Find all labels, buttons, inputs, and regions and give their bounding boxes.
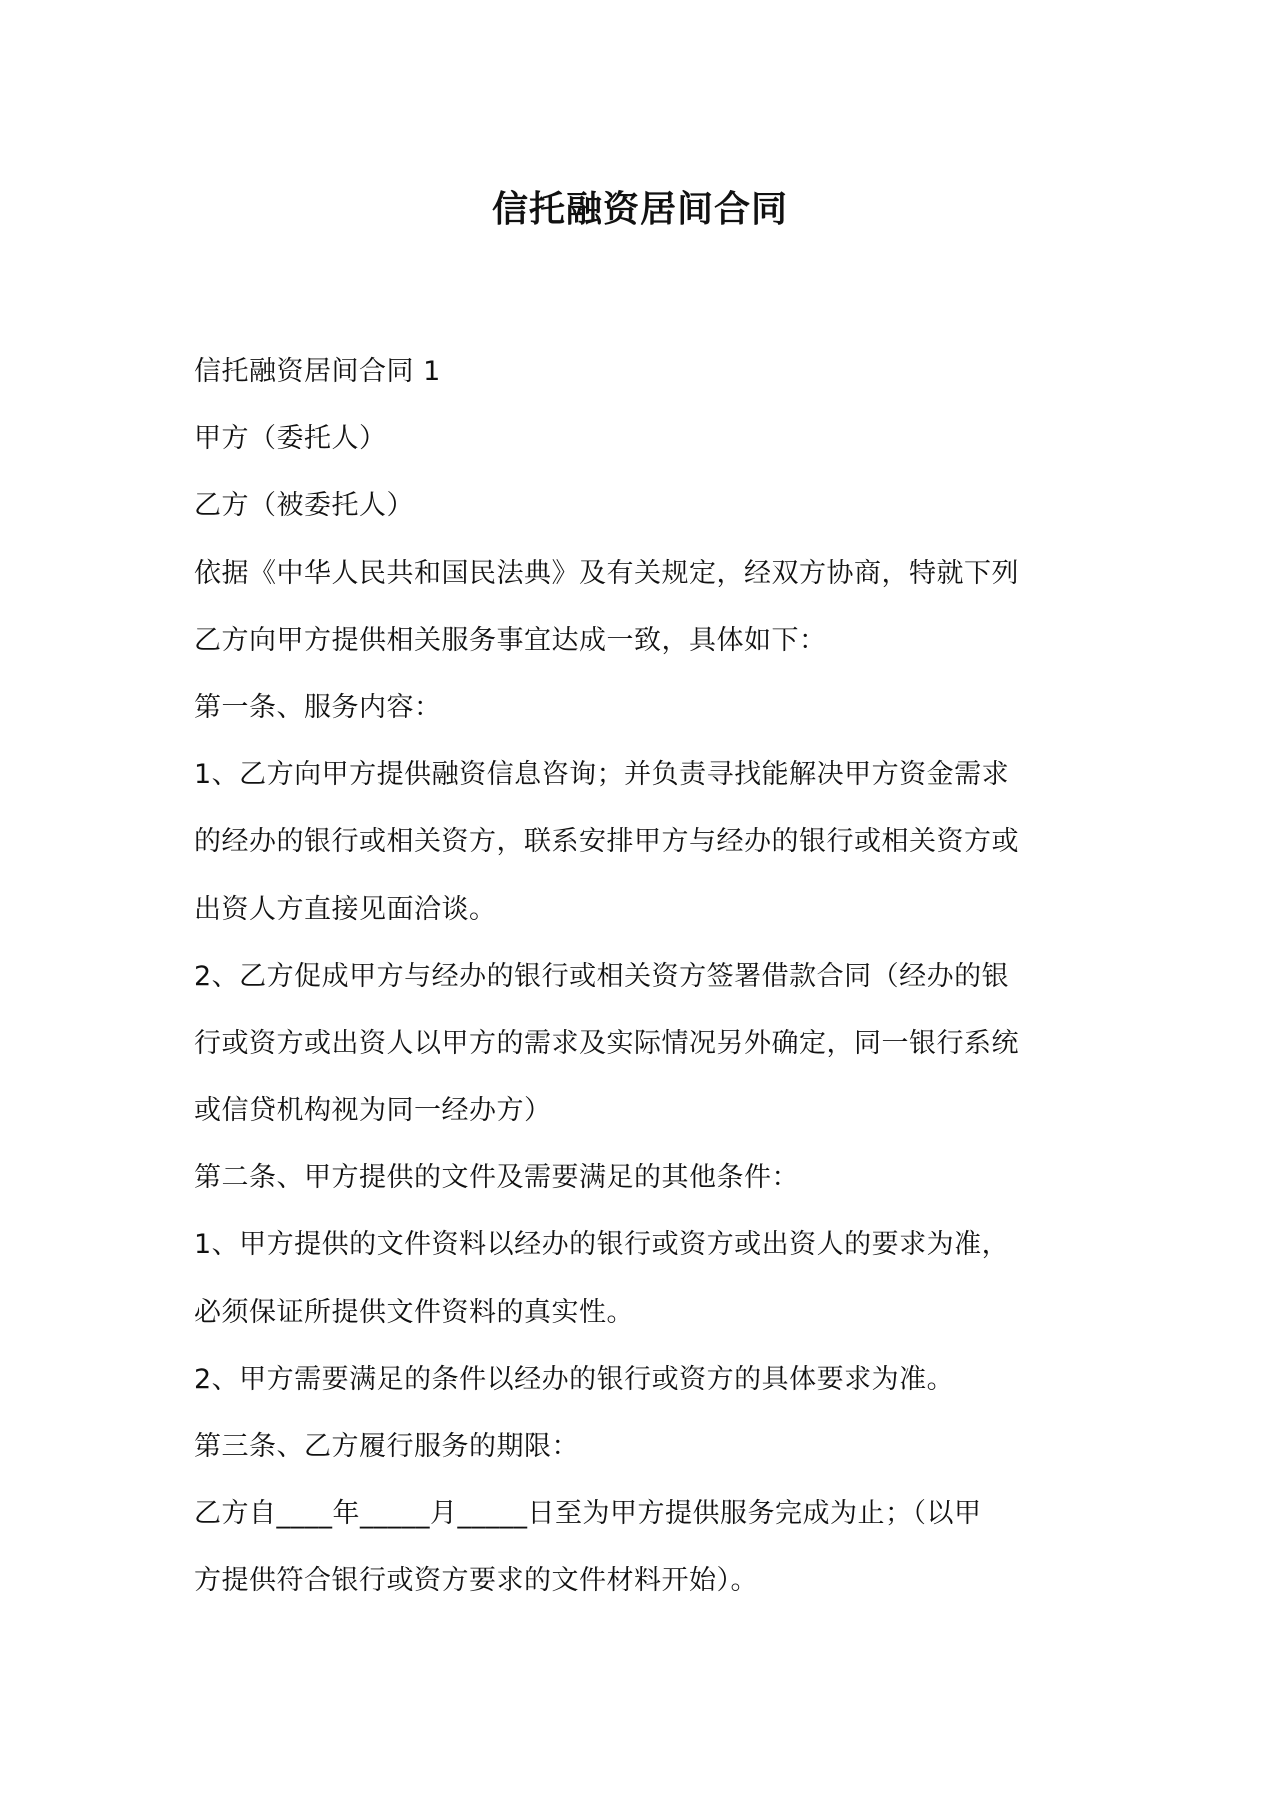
service-period-line-2: 方提供符合银行或资方要求的文件材料开始）。 <box>194 1565 758 1597</box>
article-3-heading: 第三条、乙方履行服务的期限： <box>194 1431 579 1462</box>
document-title: 信托融资居间合同 <box>491 189 788 230</box>
article-2-item-1-line-1: 1、甲方提供的文件资料以经办的银行或资方或出资人的要求为准， <box>194 1229 1010 1261</box>
party-b: 乙方（被委托人） <box>194 490 414 522</box>
article-2-item-1-line-2: 必须保证所提供文件资料的真实性。 <box>194 1296 634 1328</box>
service-period-line-1: 乙方自____年_____月_____日至为甲方提供服务完成为止；（以甲 <box>194 1498 982 1530</box>
article-1-item-2-line-1: 2、乙方促成甲方与经办的银行或相关资方签署借款合同（经办的银 <box>194 960 1010 992</box>
article-1-item-1-line-1: 1、乙方向甲方提供融资信息咨询；并负责寻找能解决甲方资金需求 <box>194 759 1010 791</box>
preamble-line-1: 依据《中华人民共和国民法典》及有关规定，经双方协商，特就下列 <box>194 557 1019 589</box>
party-a: 甲方（委托人） <box>194 423 387 455</box>
contract-heading: 信托融资居间合同 1 <box>194 356 441 387</box>
document-body <box>194 338 1094 1615</box>
article-2-item-2: 2、甲方需要满足的条件以经办的银行或资方的具体要求为准。 <box>194 1363 955 1395</box>
article-2-heading: 第二条、甲方提供的文件及需要满足的其他条件： <box>194 1162 799 1194</box>
article-1-item-2-line-2: 行或资方或出资人以甲方的需求及实际情况另外确定，同一银行系统 <box>194 1027 1019 1059</box>
article-1-item-1-line-3: 出资人方直接见面洽谈。 <box>194 893 497 925</box>
preamble-line-2: 乙方向甲方提供相关服务事宜达成一致，具体如下： <box>194 624 827 656</box>
article-1-item-2-line-3: 或信贷机构视为同一经办方） <box>194 1095 552 1127</box>
article-1-heading: 第一条、服务内容： <box>194 691 442 723</box>
article-1-item-1-line-2: 的经办的银行或相关资方，联系安排甲方与经办的银行或相关资方或 <box>194 826 1019 858</box>
